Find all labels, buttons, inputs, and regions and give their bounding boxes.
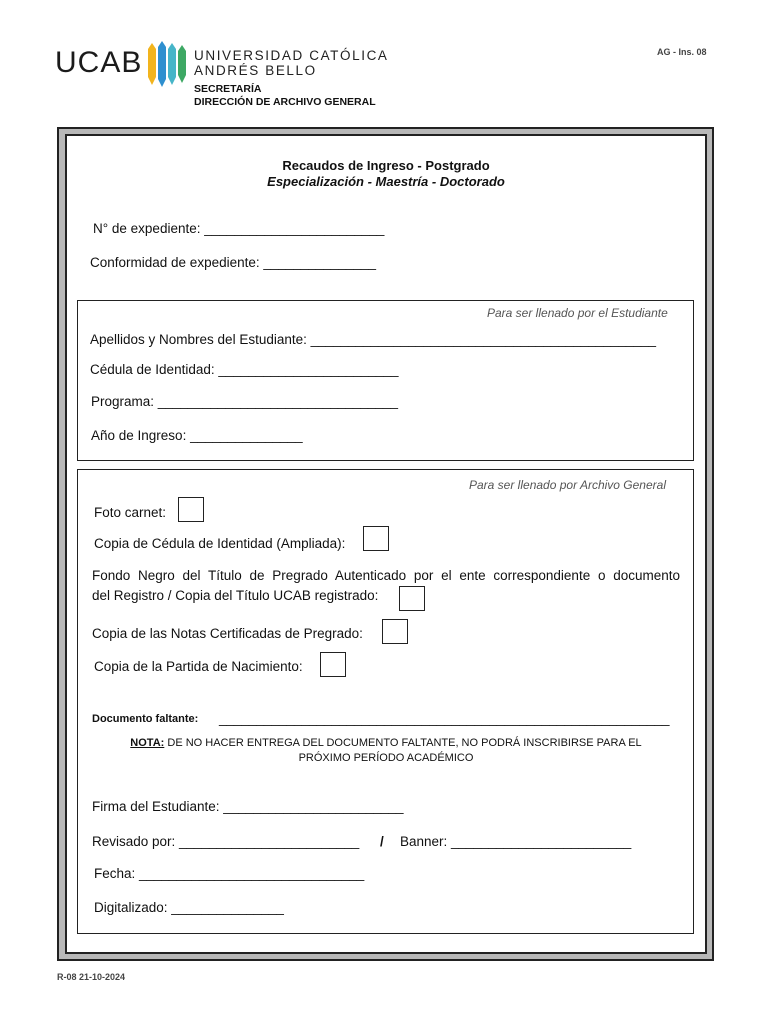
- fondo-negro-line2: del Registro / Copia del Título UCAB registrado:: [92, 588, 379, 603]
- notas-certificadas-label: Copia de las Notas Certificadas de Pregrado:: [92, 626, 363, 641]
- student-section-note: Para ser llenado por el Estudiante: [487, 306, 668, 320]
- nota-text-line2: PRÓXIMO PERÍODO ACADÉMICO: [298, 752, 474, 764]
- fecha-field[interactable]: Fecha: ______________________________: [94, 866, 365, 881]
- university-name-line1: UNIVERSIDAD CATÓLICA: [194, 48, 389, 63]
- university-name-line2: ANDRÉS BELLO: [194, 63, 317, 78]
- nota-text-line1: DE NO HACER ENTREGA DEL DOCUMENTO FALTANTE, NO PODRÁ INSCRIBIRSE PARA EL: [164, 737, 642, 749]
- partida-nacimiento-label: Copia de la Partida de Nacimiento:: [94, 659, 303, 674]
- nota-label: NOTA:: [130, 737, 165, 749]
- ucab-logo-icon: [147, 41, 189, 87]
- partida-nacimiento-checkbox[interactable]: [320, 652, 346, 677]
- banner-field[interactable]: Banner: ________________________: [400, 834, 632, 849]
- programa-field[interactable]: Programa: ________________________________: [91, 394, 399, 409]
- foto-carnet-checkbox[interactable]: [178, 497, 204, 522]
- documento-faltante-label: Documento faltante:: [92, 713, 199, 725]
- document-code: AG - Ins. 08: [657, 47, 707, 57]
- notas-certificadas-checkbox[interactable]: [382, 619, 408, 644]
- direccion-label: DIRECCIÓN DE ARCHIVO GENERAL: [194, 96, 376, 108]
- ucab-logo-text: UCAB: [55, 46, 143, 79]
- digitalizado-field[interactable]: Digitalizado: _______________: [94, 900, 284, 915]
- copia-cedula-label: Copia de Cédula de Identidad (Ampliada):: [94, 536, 346, 551]
- revision-code: R-08 21-10-2024: [57, 972, 126, 982]
- slash-separator: /: [380, 834, 384, 849]
- archive-section-note: Para ser llenado por Archivo General: [469, 478, 666, 492]
- form-title: Recaudos de Ingreso - Postgrado: [282, 158, 490, 173]
- documento-faltante-line[interactable]: ____________________________________________________________: [219, 711, 670, 726]
- apellidos-field[interactable]: Apellidos y Nombres del Estudiante: ______________________________________________: [90, 332, 656, 347]
- cedula-field[interactable]: Cédula de Identidad: ________________________: [90, 362, 399, 377]
- fondo-negro-line1: Fondo Negro del Título de Pregrado Autenticado por el ente correspondiente o documento: [92, 568, 680, 583]
- anio-ingreso-field[interactable]: Año de Ingreso: _______________: [91, 428, 303, 443]
- foto-carnet-label: Foto carnet:: [94, 505, 167, 520]
- nota-warning: [92, 736, 680, 766]
- revisado-por-field[interactable]: Revisado por: ________________________: [92, 834, 360, 849]
- expediente-field[interactable]: N° de expediente: ________________________: [93, 221, 385, 236]
- copia-cedula-checkbox[interactable]: [363, 526, 389, 551]
- form-subtitle: Especialización - Maestría - Doctorado: [267, 174, 505, 189]
- fondo-negro-checkbox[interactable]: [399, 586, 425, 611]
- firma-estudiante-field[interactable]: Firma del Estudiante: ________________________: [92, 799, 404, 814]
- conformidad-field[interactable]: Conformidad de expediente: _______________: [90, 255, 376, 270]
- secretaria-label: SECRETARÍA: [194, 83, 262, 95]
